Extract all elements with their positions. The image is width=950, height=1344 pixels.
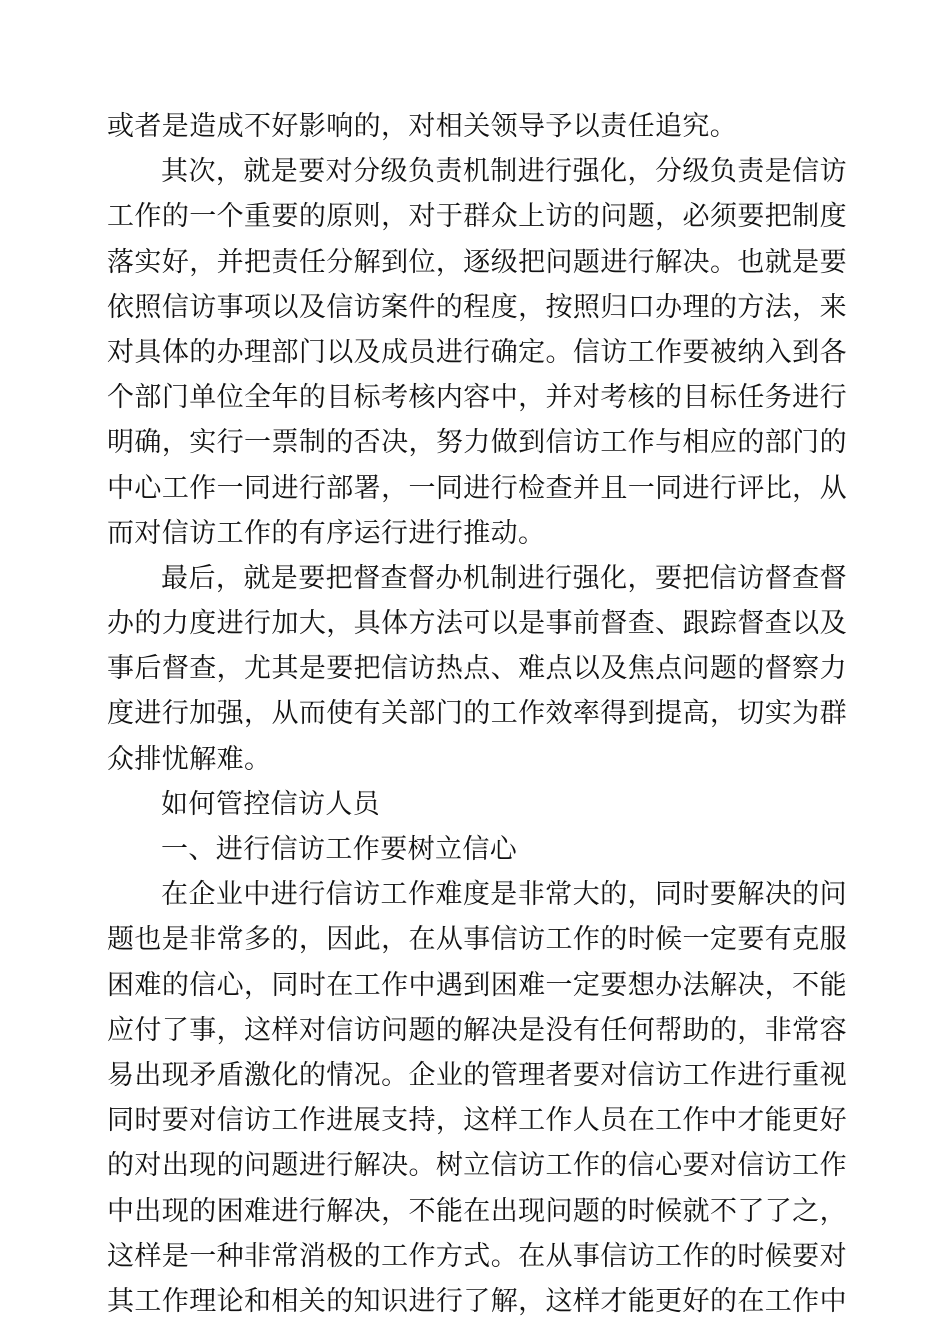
- text-line: 题也是非常多的，因此，在从事信访工作的时候一定要有克服: [107, 924, 847, 956]
- text-line: 或者是造成不好影响的，对相关领导予以责任追究。: [107, 111, 738, 142]
- text-line: 其工作理论和相关的知识进行了解，这样才能更好的在工作中: [107, 1285, 847, 1317]
- text-line: 对具体的办理部门以及成员进行确定。信访工作要被纳入到各: [107, 336, 847, 368]
- text-line: 中心工作一同进行部署，一同进行检查并且一同进行评比，从: [107, 472, 847, 504]
- text-line: 易出现矛盾激化的情况。企业的管理者要对信访工作进行重视: [107, 1059, 847, 1091]
- text-line: 在企业中进行信访工作难度是非常大的，同时要解决的问: [161, 879, 847, 911]
- text-line: 落实好，并把责任分解到位，逐级把问题进行解决。也就是要: [107, 246, 847, 278]
- text-line: 事后督查，尤其是要把信访热点、难点以及焦点问题的督察力: [107, 653, 847, 685]
- text-line: 这样是一种非常消极的工作方式。在从事信访工作的时候要对: [107, 1240, 847, 1272]
- text-line: 个部门单位全年的目标考核内容中，并对考核的目标任务进行: [107, 382, 847, 414]
- text-line: 而对信访工作的有序运行进行推动。: [107, 517, 546, 549]
- text-line: 最后，就是要把督查督办机制进行强化，要把信访督查督: [161, 562, 847, 594]
- text-line: 中出现的困难进行解决，不能在出现问题的时候就不了了之，: [107, 1195, 847, 1227]
- text-line: 一、进行信访工作要树立信心: [161, 834, 518, 865]
- text-line: 众排忧解难。: [107, 743, 272, 775]
- text-line: 同时要对信访工作进展支持，这样工作人员在工作中才能更好: [107, 1105, 847, 1137]
- text-line: 如何管控信访人员: [161, 788, 381, 820]
- text-line: 工作的一个重要的原则，对于群众上访的问题，必须要把制度: [107, 201, 847, 233]
- text-line: 明确，实行一票制的否决，努力做到信访工作与相应的部门的: [107, 427, 847, 459]
- text-line: 度进行加强，从而使有关部门的工作效率得到提高，切实为群: [107, 698, 847, 730]
- text-line: 困难的信心，同时在工作中遇到困难一定要想办法解决，不能: [107, 969, 847, 1001]
- text-line: 其次，就是要对分级负责机制进行强化，分级负责是信访: [161, 156, 847, 188]
- text-line: 的对出现的问题进行解决。树立信访工作的信心要对信访工作: [107, 1150, 847, 1182]
- text-line: 依照信访事项以及信访案件的程度，按照归口办理的方法，来: [107, 291, 847, 323]
- document-body: [107, 104, 847, 1324]
- text-line: 办的力度进行加大，具体方法可以是事前督查、跟踪督查以及: [107, 608, 847, 640]
- text-line: 应付了事，这样对信访问题的解决是没有任何帮助的，非常容: [107, 1014, 847, 1046]
